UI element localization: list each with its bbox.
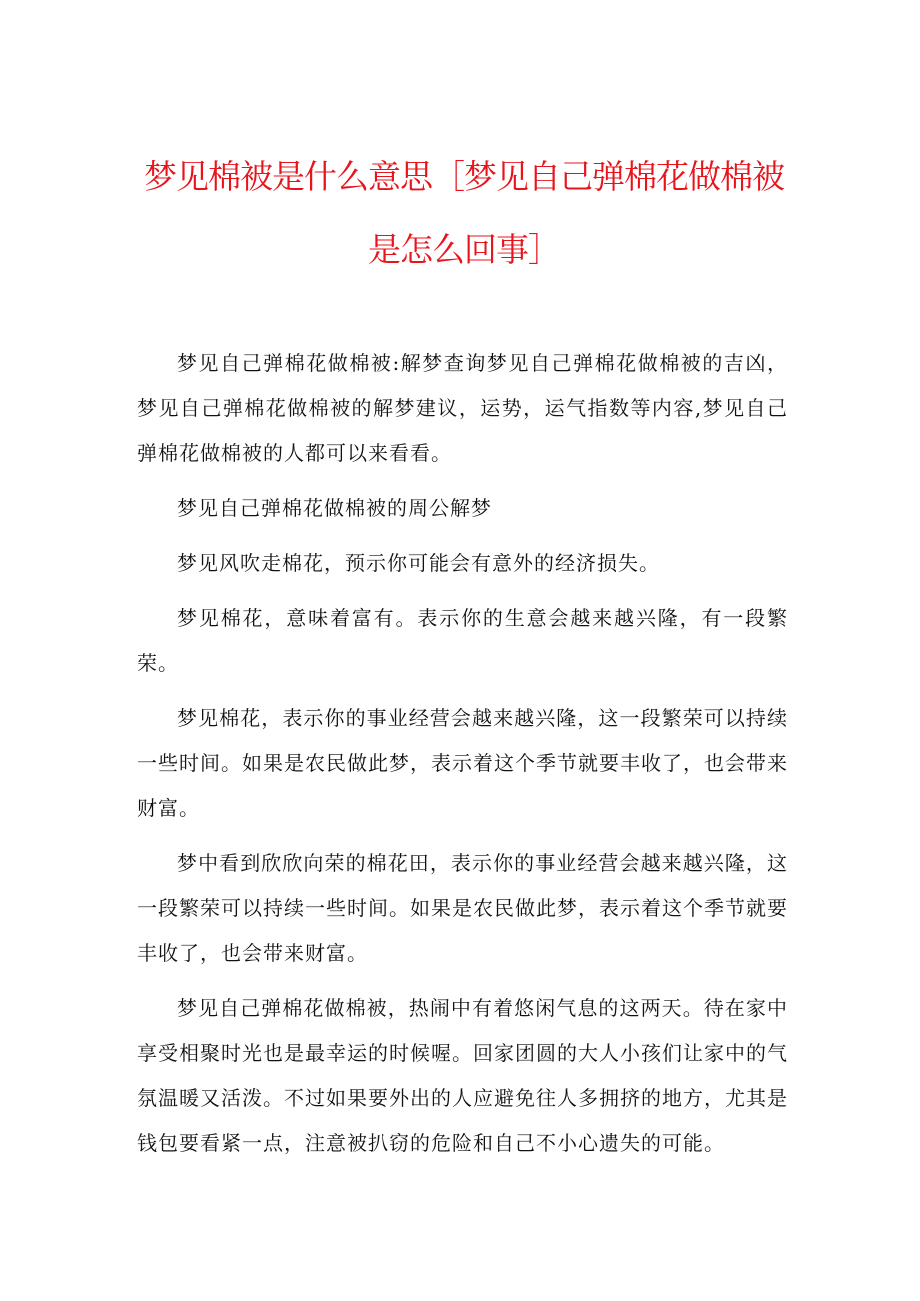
article-body [137, 341, 788, 1176]
paragraph: 梦见棉花，意味着富有。表示你的生意会越来越兴隆，有一段繁荣。 [137, 606, 788, 675]
paragraph: 梦见风吹走棉花，预示你可能会有意外的经济损失。 [177, 551, 660, 575]
paragraph-intro: 梦见自己弹棉花做棉被:解梦查询梦见自己弹棉花做棉被的吉凶，梦见自己弹棉花做棉被的解梦建议，运势，运气指数等内容,梦见自己弹棉花做棉被的人都可以来看看。 [137, 351, 788, 465]
paragraph: 梦中看到欣欣向荣的棉花田，表示你的事业经营会越来越兴隆，这一段繁荣可以持续一些时间。如果是农民做此梦，表示着这个季节就要丰收了，也会带来财富。 [137, 851, 788, 965]
page-title: 梦见棉被是什么意思［梦见自己弹棉花做棉被是怎么回事］ [144, 157, 784, 269]
paragraph-section-heading: 梦见自己弹棉花做棉被的周公解梦 [177, 496, 492, 520]
paragraph: 梦见棉花，表示你的事业经营会越来越兴隆，这一段繁荣可以持续一些时间。如果是农民做此梦，表示着这个季节就要丰收了，也会带来财富。 [137, 706, 788, 820]
paragraph: 梦见自己弹棉花做棉被，热闹中有着悠闲气息的这两天。待在家中享受相聚时光也是最幸运的时候喔。回家团圆的大人小孩们让家中的气氛温暖又活泼。不过如果要外出的人应避免往人多拥挤的地方，尤其是钱包要看紧一点，注意被扒窃的危险和自己不小心遗失的可能。 [137, 996, 788, 1155]
